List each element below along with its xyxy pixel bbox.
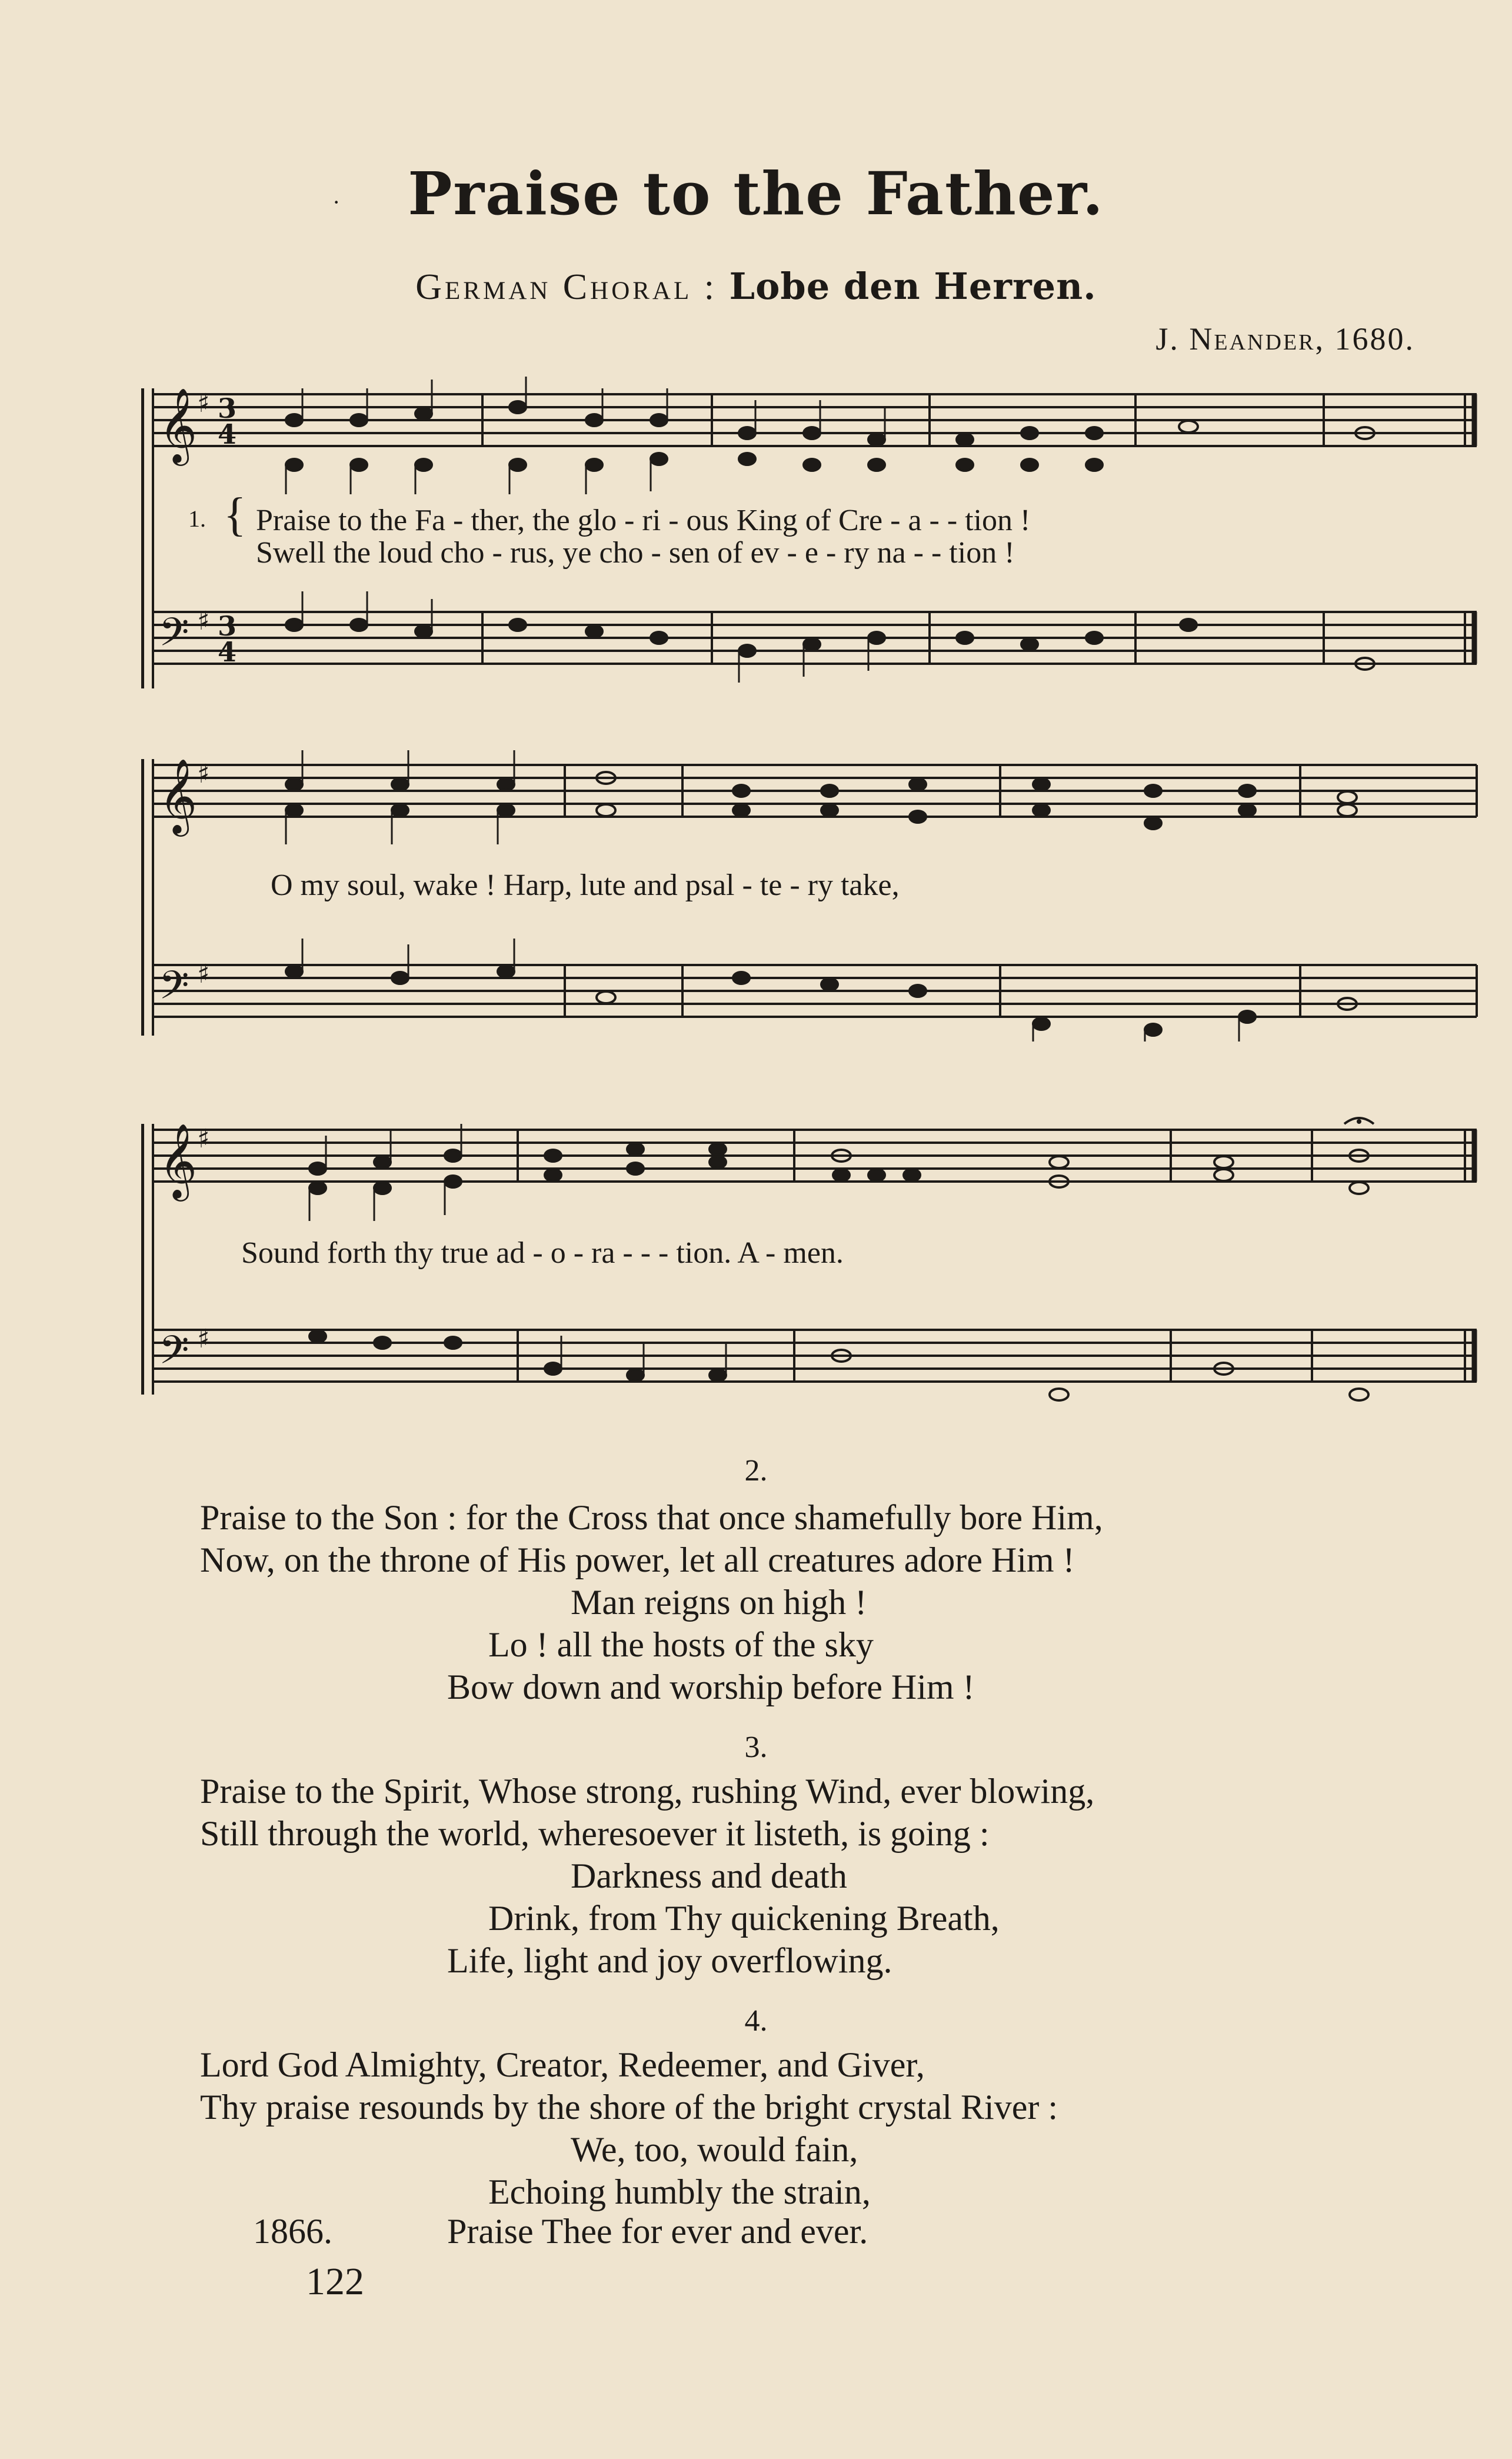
verse-line: Echoing humbly the strain,	[488, 2172, 871, 2211]
svg-text:4: 4	[218, 636, 237, 668]
svg-text:𝄞: 𝄞	[159, 758, 198, 833]
verse-marker: 1.	[188, 505, 206, 532]
svg-text:♯: ♯	[197, 1324, 210, 1354]
svg-text:♯: ♯	[197, 606, 210, 636]
tune-line	[0, 265, 1512, 308]
svg-text:3: 3	[218, 392, 237, 424]
hymn-year: 1866.	[253, 2212, 332, 2251]
verse-line: Man reigns on high !	[571, 1583, 867, 1622]
svg-text:𝄞: 𝄞	[159, 387, 198, 462]
tune-label: German Choral :	[415, 267, 717, 307]
svg-text:♯: ♯	[197, 1124, 210, 1154]
svg-text:♯: ♯	[197, 388, 210, 418]
verse-line: Lord God Almighty, Creator, Redeemer, and Giver,	[200, 2045, 925, 2084]
verse-number: 2.	[744, 1454, 768, 1488]
verse-line: Thy praise resounds by the shore of the bright crystal River :	[200, 2088, 1058, 2127]
verse-number: 4.	[744, 2004, 768, 2038]
svg-text:𝄢: 𝄢	[159, 963, 189, 1017]
verse-line: Darkness and death	[571, 1856, 847, 1895]
page-number: 122	[306, 2260, 364, 2303]
verse-line: Life, light and joy overflowing.	[447, 1941, 892, 1980]
svg-text:𝄢: 𝄢	[159, 1327, 189, 1382]
svg-text:4: 4	[218, 418, 237, 450]
verse-line: Now, on the throne of His power, let all creatures adore Him !	[200, 1540, 1075, 1579]
verse-line: Still through the world, wheresoever it listeth, is going :	[200, 1814, 990, 1853]
verse-line: Lo ! all the hosts of the sky	[488, 1625, 874, 1664]
hymn-title: Praise to the Father.	[408, 159, 1104, 228]
svg-text:♯: ♯	[197, 759, 210, 789]
lyric-brace-left: {	[224, 489, 247, 541]
verse-line: Drink, from Thy quickening Breath,	[488, 1899, 1000, 1938]
verse-line: We, too, would fain,	[571, 2130, 858, 2169]
svg-text:♯: ♯	[197, 959, 210, 989]
svg-text:𝄞: 𝄞	[159, 1123, 198, 1198]
margin-dot: ·	[332, 189, 341, 215]
verse-number: 3.	[744, 1731, 768, 1764]
verse-line: Praise to the Son : for the Cross that once shamefully bore Him,	[200, 1498, 1103, 1537]
lyric-line-system-2: O my soul, wake ! Harp, lute and psal - te - ry take,	[271, 869, 900, 902]
verse-line: Praise to the Spirit, Whose strong, rushing Wind, ever blowing,	[200, 1772, 1095, 1811]
svg-text:𝄢: 𝄢	[159, 610, 189, 664]
lyric-line-verse-1b: Swell the loud cho - rus, ye cho - sen of ev - e - ry na - - tion !	[256, 536, 1015, 570]
lyric-line-verse-1: Praise to the Fa - ther, the glo - ri - ous King of Cre - a - - tion !	[256, 504, 1031, 537]
lyric-line-system-3: Sound forth thy true ad - o - ra - - - tion. A - men.	[241, 1236, 844, 1270]
tune-name: Lobe den Herren.	[729, 265, 1097, 308]
verse-line: Bow down and worship before Him !	[447, 1668, 975, 1706]
verse-line: Praise Thee for ever and ever.	[447, 2212, 868, 2251]
composer-credit: J. Neander, 1680.	[1155, 321, 1415, 357]
svg-text:3: 3	[218, 610, 237, 642]
